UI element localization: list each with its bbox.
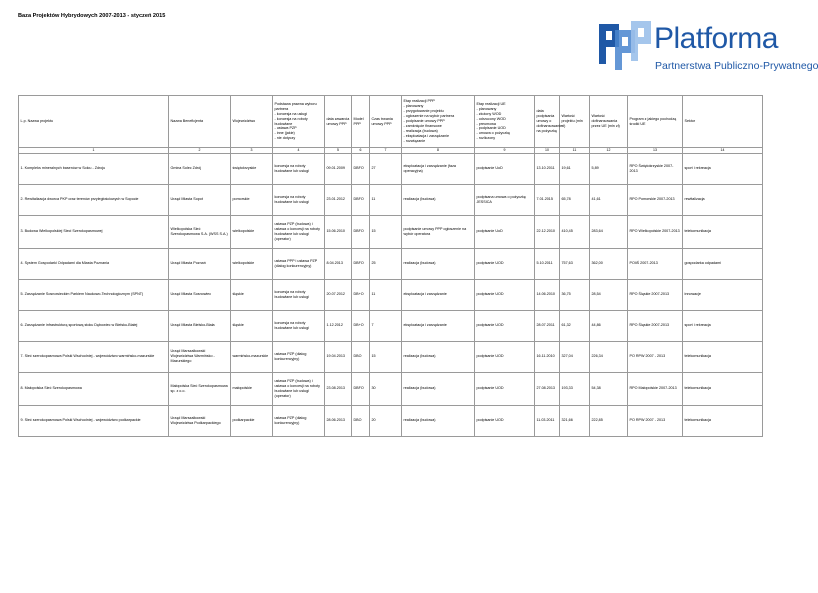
cell-ppp-stage: eksploatacja i zarządzanie (faza operacyjna) <box>402 153 475 184</box>
col-header-eu-funding: Wartość dofinansowania przez UE (mln zł) <box>590 96 628 148</box>
cell-funding-date: 7.01.2015 <box>535 184 560 215</box>
projects-table <box>18 95 763 437</box>
cell-ppp-model: DBFO <box>352 248 370 279</box>
cell-eu-stage: podpisanie UoD <box>475 215 535 248</box>
cell-beneficiary: Gmina Solec Zdrój <box>169 153 231 184</box>
table-row <box>19 372 763 405</box>
cell-eu-funding: 44,86 <box>590 310 628 341</box>
cell-project-value: 61,32 <box>560 310 590 341</box>
cell-eu-stage: podpisanie UoD <box>475 153 535 184</box>
cell-program: PO RPW 2007 - 2013 <box>628 405 683 436</box>
cell-legal-basis: koncesja na roboty budowlane lub usługi <box>273 184 325 215</box>
cell-funding-date: 22.12.2010 <box>535 215 560 248</box>
cell-project-name: 9. Sieć szerokopasmowa Polski Wschodniej - województwo podkarpackie <box>19 405 169 436</box>
cell-beneficiary: Urząd Marszałkowski Województwa Warmińsko - Mazurskiego <box>169 341 231 372</box>
cell-project-value: 193,33 <box>560 372 590 405</box>
cell-contract-date: 23.08.2013 <box>325 372 352 405</box>
col-header-legal-basis: Podstawa prawna wyboru partnera - koncesja na usługi - koncesja na roboty budowlane - ustawa PZP - inne (jakie) - nie dotyczy <box>273 96 325 148</box>
col-header-eu-stage: Etap realizacji UE - planowany - złożony WOD - odrzucony WOD - preumowa - podpisanie UOD - umowa o pożyczkę - rozliczony <box>475 96 535 148</box>
col-header-beneficiary: Nazwa Beneficjenta <box>169 96 231 148</box>
cell-voivodeship: pomorskie <box>231 184 273 215</box>
col-header-program: Program z jakiego pochodzą środki UE <box>628 96 683 148</box>
cell-project-name: 8. Małopolska Sieć Szerokopasmowa <box>19 372 169 405</box>
cell-beneficiary: Urząd Miasta Sosnowiec <box>169 279 231 310</box>
cell-project-value: 410,45 <box>560 215 590 248</box>
col-header-project-value: Wartość projektu (mln zł) <box>560 96 590 148</box>
cell-eu-stage: podpisanie UOD <box>475 341 535 372</box>
cell-beneficiary: Urząd Miasta Sopot <box>169 184 231 215</box>
cell-duration: 25 <box>370 248 402 279</box>
col-header-ppp-model: Model PPP <box>352 96 370 148</box>
cell-beneficiary: Urząd Miasta Poznań <box>169 248 231 279</box>
cell-ppp-model: DB+O <box>352 310 370 341</box>
cell-funding-date: 14.06.2010 <box>535 279 560 310</box>
cell-eu-funding: 222,85 <box>590 405 628 436</box>
cell-eu-stage: podpisanie UOD <box>475 248 535 279</box>
cell-voivodeship: wielkopolskie <box>231 248 273 279</box>
cell-legal-basis: ustawa PZP (budowa) i ustawa o koncesji na roboty budowlane lub usługi (operator) <box>273 215 325 248</box>
table-row <box>19 184 763 215</box>
cell-ppp-model: DB+O <box>352 279 370 310</box>
column-number: 11 <box>560 148 590 154</box>
cell-ppp-model: DBFO <box>352 372 370 405</box>
table-row <box>19 341 763 372</box>
cell-duration: 20 <box>370 405 402 436</box>
cell-project-value: 36,75 <box>560 279 590 310</box>
cell-duration: 7 <box>370 310 402 341</box>
cell-ppp-model: DBO <box>352 405 370 436</box>
logo-wordmark: Platforma <box>654 22 778 55</box>
cell-project-name: 4. System Gospodarki Odpadami dla Miasta Poznania <box>19 248 169 279</box>
cell-ppp-stage: realizacja (budowa) <box>402 405 475 436</box>
cell-beneficiary: Wielkopolska Sieć Szerokopasmowa S.A. (WSS S.A.) <box>169 215 231 248</box>
cell-eu-stage: podpisanie UOD <box>475 405 535 436</box>
cell-program: PO RPW 2007 - 2013 <box>628 341 683 372</box>
cell-project-value: 327,04 <box>560 341 590 372</box>
cell-sector: telekomunikacja <box>683 372 763 405</box>
column-number: 12 <box>590 148 628 154</box>
cell-contract-date: 15.06.2010 <box>325 215 352 248</box>
cell-legal-basis: ustawa PZP (dialog konkurencyjny) <box>273 405 325 436</box>
cell-funding-date: 13.10.2011 <box>535 153 560 184</box>
column-number: 6 <box>352 148 370 154</box>
table-row <box>19 248 763 279</box>
col-header-funding-date: data podpisania umowy o dofinansowanie na pożyczkę <box>535 96 560 148</box>
cell-sector: telekomunikacja <box>683 341 763 372</box>
column-number: 14 <box>683 148 763 154</box>
cell-beneficiary: Urząd Miasta Bielsko-Biała <box>169 310 231 341</box>
cell-eu-funding: 362,00 <box>590 248 628 279</box>
table-row <box>19 279 763 310</box>
ppp-logo-icon <box>597 18 655 76</box>
cell-project-name: 2. Rewitalizacja dworca PKP oraz terenów przyległościowych w Sopocie <box>19 184 169 215</box>
table-row <box>19 310 763 341</box>
cell-ppp-model: DBO <box>352 341 370 372</box>
header-row <box>19 96 763 148</box>
cell-project-name: 3. Budowa Wielkopolskiej Sieci Szerokopasmowej <box>19 215 169 248</box>
table-row <box>19 215 763 248</box>
cell-eu-funding: 5,89 <box>590 153 628 184</box>
cell-voivodeship: wielkopolskie <box>231 215 273 248</box>
cell-project-value: 757,63 <box>560 248 590 279</box>
table-row <box>19 405 763 436</box>
column-number: 2 <box>169 148 231 154</box>
column-number: 1 <box>19 148 169 154</box>
col-header-project-name: L.p. Nazwa projektu <box>19 96 169 148</box>
cell-duration: 11 <box>370 184 402 215</box>
cell-project-value: 19,61 <box>560 153 590 184</box>
cell-ppp-model: DBFO <box>352 215 370 248</box>
cell-ppp-stage: realizacja (budowa) <box>402 248 475 279</box>
cell-contract-date: 19.04.2013 <box>325 341 352 372</box>
cell-funding-date: 5.10.2011 <box>535 248 560 279</box>
cell-eu-stage: podpisanie UOD <box>475 310 535 341</box>
cell-sector: sport i rekreacja <box>683 153 763 184</box>
cell-ppp-stage: realizacja (budowa) <box>402 341 475 372</box>
cell-duration: 11 <box>370 279 402 310</box>
cell-eu-stage: podpisanie UOD <box>475 279 535 310</box>
cell-contract-date: 1.12.2012 <box>325 310 352 341</box>
column-number: 13 <box>628 148 683 154</box>
cell-legal-basis: koncesja na roboty budowlane lub usługi <box>273 310 325 341</box>
cell-project-name: 7. Sieć szerokopasmowa Polski Wschodniej - województwo warmińsko-mazurskie <box>19 341 169 372</box>
cell-legal-basis: koncesja na roboty budowlane lub usługi <box>273 153 325 184</box>
cell-beneficiary: Małopolska Sieć Szerokopasmowa sp. z o.o. <box>169 372 231 405</box>
cell-project-value: 321,66 <box>560 405 590 436</box>
cell-project-value: 65,78 <box>560 184 590 215</box>
cell-voivodeship: małopolskie <box>231 372 273 405</box>
cell-project-name: 6. Zarządzanie infrastrukturą sportową stoku Dębowiec w Bielsku-Białej <box>19 310 169 341</box>
cell-eu-funding: 28,54 <box>590 279 628 310</box>
table-row <box>19 153 763 184</box>
platforma-ppp-logo <box>597 18 818 88</box>
cell-duration: 15 <box>370 341 402 372</box>
cell-contract-date: 20.07.2012 <box>325 279 352 310</box>
cell-eu-stage: podpisanie UOD <box>475 372 535 405</box>
cell-funding-date: 28.07.2011 <box>535 310 560 341</box>
col-header-voivodeship: Województwo <box>231 96 273 148</box>
cell-ppp-model: DBFO <box>352 184 370 215</box>
column-number: 8 <box>402 148 475 154</box>
cell-program: RPO Śląskie 2007-2013 <box>628 310 683 341</box>
logo-tagline: Partnerstwa Publiczno-Prywatnego <box>655 60 818 72</box>
cell-duration: 27 <box>370 153 402 184</box>
document-title: Baza Projektów Hybrydowych 2007-2013 - styczeń 2015 <box>18 13 166 19</box>
cell-sector: gospodarka odpadami <box>683 248 763 279</box>
cell-eu-funding: 54,38 <box>590 372 628 405</box>
cell-voivodeship: warmińsko-mazurskie <box>231 341 273 372</box>
cell-duration: 15 <box>370 215 402 248</box>
cell-program: RPO Wielkopolskie 2007-2013 <box>628 215 683 248</box>
cell-eu-funding: 41,61 <box>590 184 628 215</box>
cell-ppp-stage: eksploatacja i zarządzanie <box>402 310 475 341</box>
column-number: 7 <box>370 148 402 154</box>
cell-contract-date: 23.01.2012 <box>325 184 352 215</box>
cell-legal-basis: ustawa PZP (budowa) i ustawa o koncesji na roboty budowlane lub usługi (operator) <box>273 372 325 405</box>
cell-contract-date: 28.06.2013 <box>325 405 352 436</box>
col-header-contract-date: data zawarcia umowy PPP <box>325 96 352 148</box>
cell-legal-basis: ustawa PPP i ustawa PZP (dialog konkurencyjny) <box>273 248 325 279</box>
cell-ppp-stage: podpisanie umowy PPP ogłoszenie na wybór operatora <box>402 215 475 248</box>
column-number: 5 <box>325 148 352 154</box>
cell-eu-funding: 226,34 <box>590 341 628 372</box>
cell-ppp-stage: realizacja (budowa) <box>402 184 475 215</box>
cell-contract-date: 8.04.2013 <box>325 248 352 279</box>
cell-voivodeship: świętokrzyskie <box>231 153 273 184</box>
cell-contract-date: 09.01.2009 <box>325 153 352 184</box>
cell-program: RPO Małopolskie 2007-2013 <box>628 372 683 405</box>
cell-funding-date: 11.03.2011 <box>535 405 560 436</box>
cell-beneficiary: Urząd Marszałkowski Województwa Podkarpackiego <box>169 405 231 436</box>
col-header-sector: Sektor <box>683 96 763 148</box>
cell-sector: sport i rekreacja <box>683 310 763 341</box>
cell-sector: telekomunikacja <box>683 405 763 436</box>
cell-duration: 30 <box>370 372 402 405</box>
cell-sector: innowacje <box>683 279 763 310</box>
cell-eu-funding: 283,64 <box>590 215 628 248</box>
column-number: 4 <box>273 148 325 154</box>
cell-legal-basis: ustawa PZP (dialog konkurencyjny) <box>273 341 325 372</box>
cell-ppp-stage: eksploatacja i zarządzanie <box>402 279 475 310</box>
column-number: 9 <box>475 148 535 154</box>
cell-ppp-model: DBFO <box>352 153 370 184</box>
cell-sector: rewitalizacja <box>683 184 763 215</box>
cell-program: RPO Świętokrzyskie 2007-2013 <box>628 153 683 184</box>
col-header-ppp-stage: Etap realizacji PPP - planowany - przygotowanie projektu - ogłoszenie na wybór partnera - podpisanie umowy PPP - zamknięcie finansowe - realizacja (budowa) - eksploatacja i zarządzanie - rozwiązanie <box>402 96 475 148</box>
cell-voivodeship: śląskie <box>231 279 273 310</box>
cell-funding-date: 16.11.2010 <box>535 341 560 372</box>
cell-program: POIiŚ 2007-2013 <box>628 248 683 279</box>
cell-funding-date: 27.08.2013 <box>535 372 560 405</box>
cell-project-name: 5. Zarządzanie Sosnowieckim Parkiem Naukowo-Technologicznym (SPNT) <box>19 279 169 310</box>
cell-ppp-stage: realizacja (budowa) <box>402 372 475 405</box>
cell-project-name: 1. Kompleks mineralnych basenów w Solcu - Zdroju <box>19 153 169 184</box>
col-header-duration: Czas trwania umowy PPP <box>370 96 402 148</box>
column-number: 3 <box>231 148 273 154</box>
cell-voivodeship: śląskie <box>231 310 273 341</box>
cell-voivodeship: podkarpackie <box>231 405 273 436</box>
cell-program: RPO Pomorskie 2007-2013 <box>628 184 683 215</box>
cell-eu-stage: podpisana umowa o pożyczkę JESSICA <box>475 184 535 215</box>
cell-sector: telekomunikacja <box>683 215 763 248</box>
cell-program: RPO Śląskie 2007-2013 <box>628 279 683 310</box>
table-body <box>19 153 763 436</box>
cell-legal-basis: koncesja na roboty budowlane lub usługi <box>273 279 325 310</box>
column-number: 10 <box>535 148 560 154</box>
